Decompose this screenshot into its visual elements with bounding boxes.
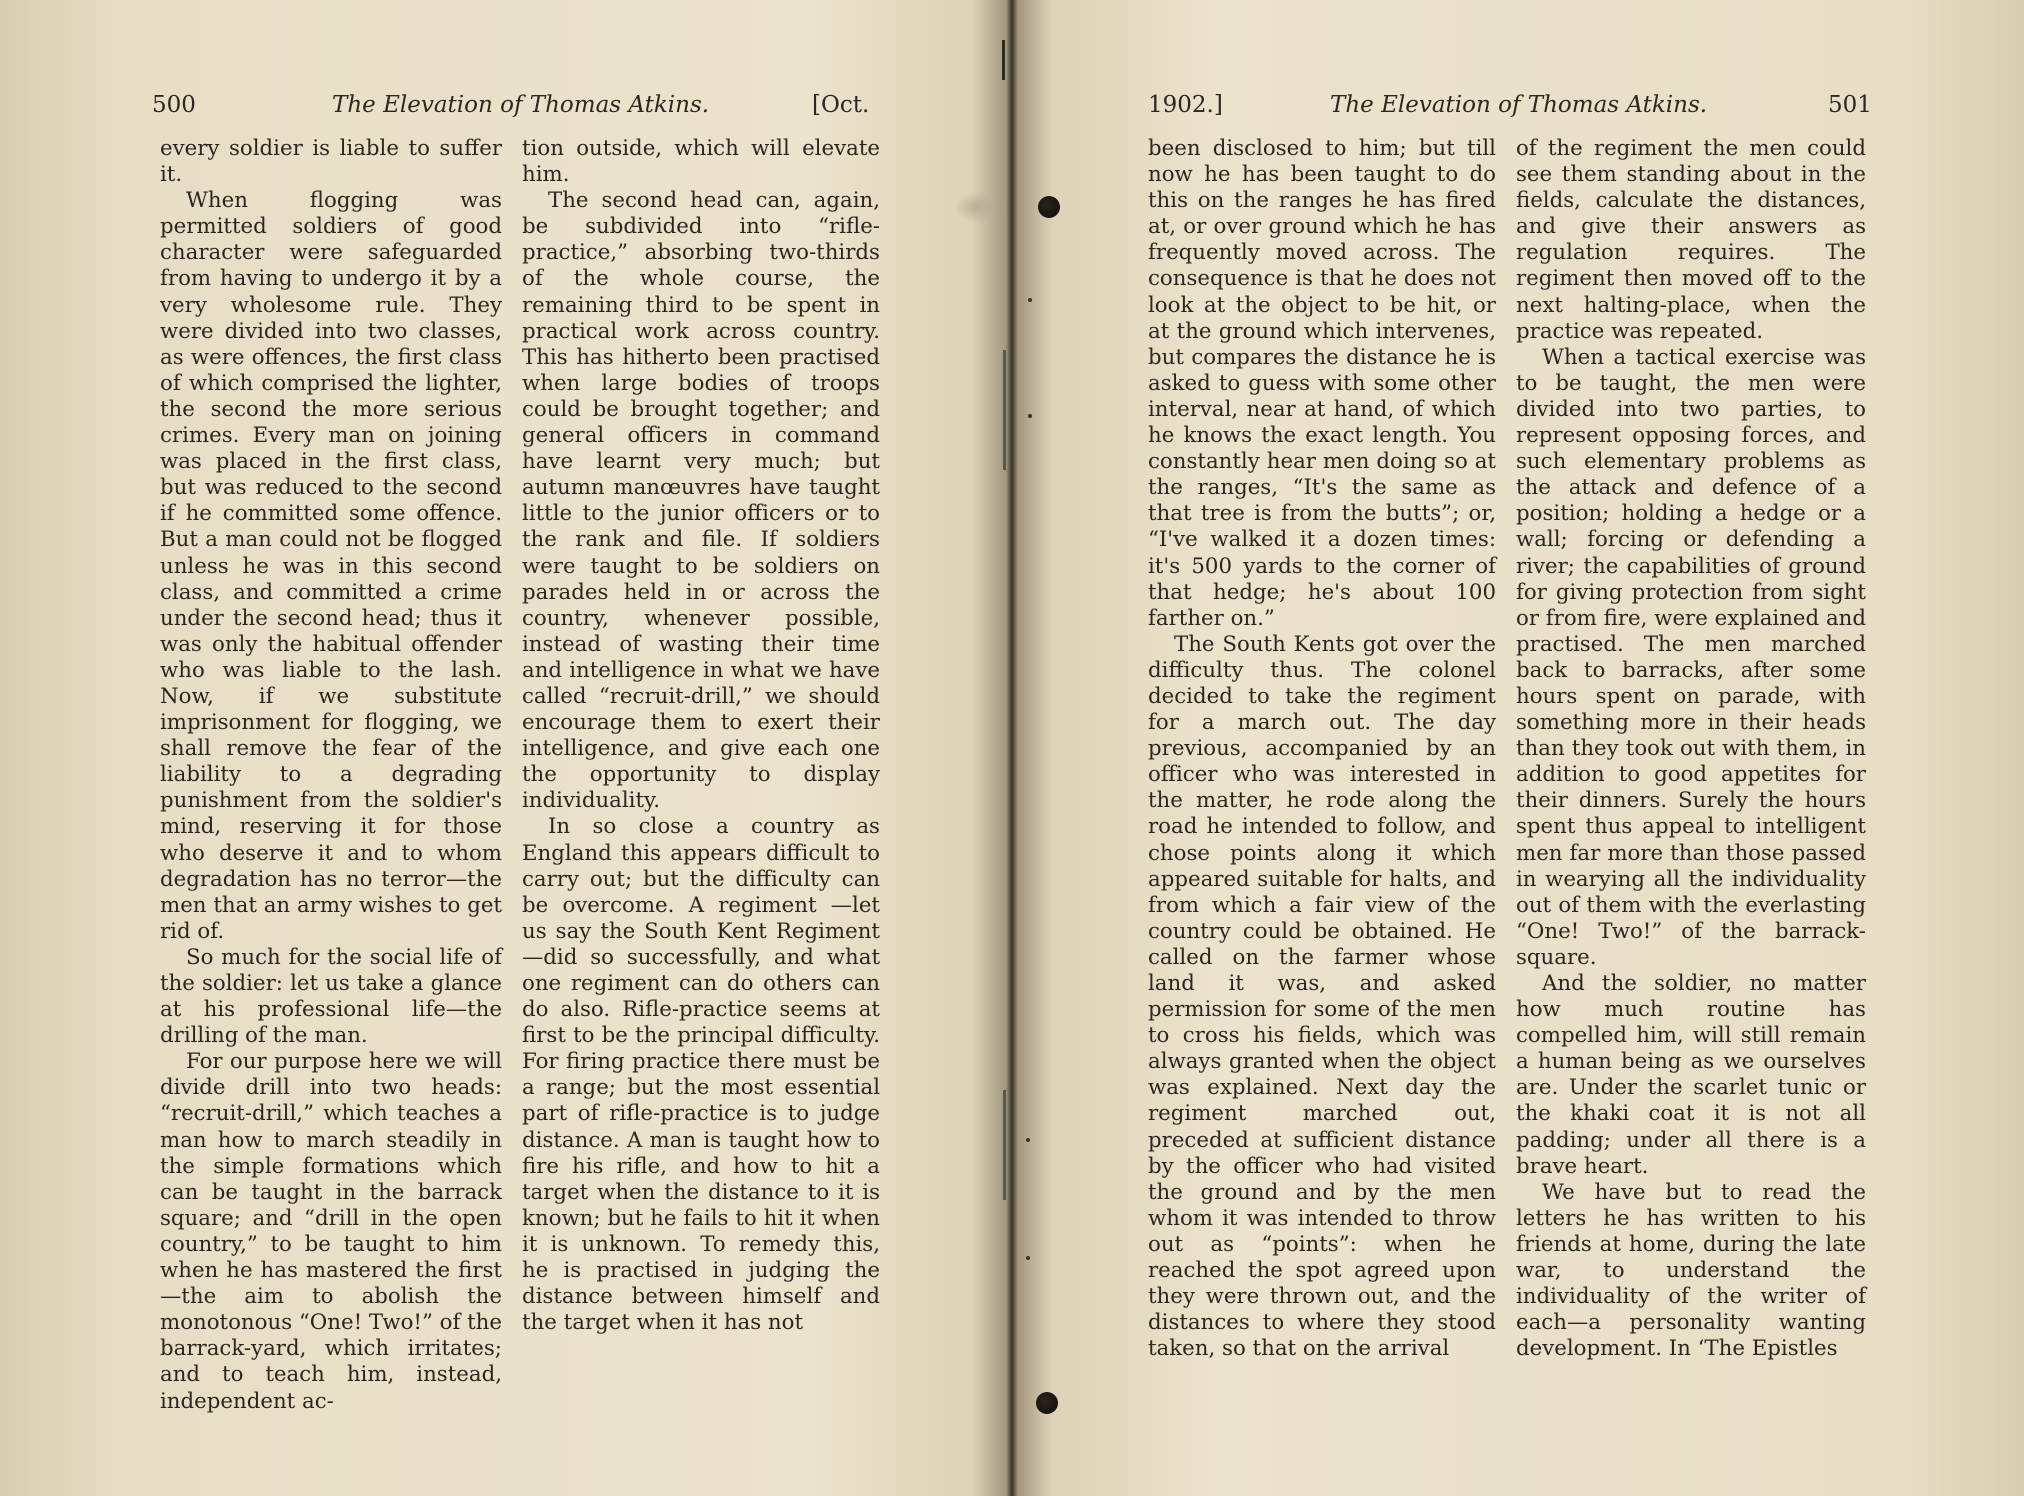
- binding-hole: [1038, 196, 1060, 218]
- right-page-column-2: [1516, 136, 1866, 1362]
- paragraph: When flogging was permitted soldiers of good character were safeguarded from having to undergo it by a very wholesome rule. They were divided into two classes, as were offences, the first class of which comprised the lighter, the second the more serious crimes. Every man on joining was placed in the first class, but was reduced to the second if he committed some offence. But a man could not be flogged unless he was in this second class, and committed a crime under the second head; thus it was only the habitual offender who was liable to the lash. Now, if we substitute imprisonment for flogging, we shall remove the fear of the liability to a degrading punishment from the soldier's mind, reserving it for those who deserve it and to whom degradation has no terror—the men that an army wishes to get rid of.: [160, 188, 502, 944]
- binding-thread: [1002, 40, 1005, 80]
- left-page-column-2: [522, 136, 880, 1336]
- paragraph: For our purpose here we will divide drill into two heads: “recruit-drill,” which teaches a man how to march steadily in the simple formations which can be taught in the barrack square; and “drill in the open country,” to be taught to him when he has mastered the first—the aim to abolish the monotonous “One! Two!” of the barrack-yard, which irritates; and to teach him, instead, independent ac-: [160, 1049, 502, 1414]
- left-page-header: [152, 92, 870, 128]
- left-page: [0, 0, 1000, 1496]
- left-page-column-1: [160, 136, 502, 1415]
- paragraph: The South Kents got over the difficulty thus. The colonel decided to take the regiment for a march out. The day previous, accompanied by an officer who was interested in the matter, he rode along the road he intended to follow, and chose points along it which appeared suitable for halts, and from which a fair view of the country could be obtained. He called on the farmer whose land it was, and asked permission for some of the men to cross his fields, which was always granted when the object was explained. Next day the regiment marched out, preceded at sufficient distance by the officer who had visited the ground and by the men whom it was intended to throw out as “points”: when he reached the spot agreed upon they were thrown out, and the distances to where they stood taken, so that on the arrival: [1148, 631, 1496, 1362]
- paragraph: been disclosed to him; but till now he has been taught to do this on the ranges he has fired at, or over ground which he has frequently moved across. The consequence is that he does not look at the object to be hit, or at the ground which intervenes, but compares the distance he is asked to guess with some other interval, near at hand, of which he knows the exact length. You constantly hear men doing so at the ranges, “It's the same as that tree is from the butts”; or, “I've walked it a dozen times: it's 500 yards to the corner of that hedge; he's about 100 farther on.”: [1148, 136, 1496, 631]
- binding-thread: [1003, 1090, 1006, 1200]
- paragraph: tion outside, which will elevate him.: [522, 136, 880, 188]
- right-page: [1000, 0, 2024, 1496]
- running-title: The Elevation of Thomas Atkins.: [332, 92, 710, 118]
- paragraph: The second head can, again, be subdivided into “rifle-practice,” absorbing two-thirds of the whole course, the remaining third to be spent in practical work across country. This has hitherto been practised when large bodies of troops could be brought together; and general officers in command have learnt very much; but autumn manœuvres have taught little to the junior officers or to the rank and file. If soldiers were taught to be soldiers on parades held in or across the country, whenever possible, instead of wasting their time and intelligence in what we have called “recruit-drill,” we should encourage them to exert their intelligence, and give each one the opportunity to display individuality.: [522, 188, 880, 814]
- paragraph: So much for the social life of the soldier: let us take a glance at his professional life—the drilling of the man.: [160, 944, 502, 1049]
- date-mark: [Oct.: [812, 92, 870, 118]
- paragraph: of the regiment the men could see them standing about in the fields, calculate the distances, and give their answers as regulation requires. The regiment then moved off to the next halting-place, when the practice was repeated.: [1516, 136, 1866, 344]
- paper-speck: [1026, 1256, 1030, 1260]
- right-page-column-1: [1148, 136, 1496, 1362]
- binding-hole: [1036, 1392, 1058, 1414]
- paper-speck: [1028, 298, 1032, 302]
- paper-speck: [1028, 414, 1032, 418]
- right-page-header: [1148, 92, 1872, 128]
- binding-thread: [1003, 350, 1006, 470]
- paragraph: In so close a country as England this appears difficult to carry out; but the difficulty can be overcome. A regiment —let us say the South Kent Regiment—did so successfully, and what one regiment can do others can do also. Rifle-practice seems at first to be the principal difficulty. For firing practice there must be a range; but the most essential part of rifle-practice is to judge distance. A man is taught how to fire his rifle, and how to hit a target when the distance to it is known; but he fails to hit it when it is unknown. To remedy this, he is practised in judging the distance between himself and the target when it has not: [522, 814, 880, 1336]
- paragraph: every soldier is liable to suffer it.: [160, 136, 502, 188]
- paragraph: We have but to read the letters he has written to his friends at home, during the late war, to understand the individuality of the writer of each—a personality wanting development. In ‘The Epistles: [1516, 1179, 1866, 1362]
- paper-stain: [955, 192, 1001, 222]
- paragraph: And the soldier, no matter how much routine has compelled him, will still remain a human being as we ourselves are. Under the scarlet tunic or the khaki coat it is not all padding; under all there is a brave heart.: [1516, 971, 1866, 1179]
- date-mark: 1902.]: [1148, 92, 1223, 118]
- paragraph: When a tactical exercise was to be taught, the men were divided into two parties, to represent opposing forces, and such elementary problems as the attack and defence of a position; holding a hedge or a wall; forcing or defending a river; the capabilities of ground for giving protection from sight or from fire, were explained and practised. The men marched back to barracks, after some hours spent on parade, with something more in their heads than they took out with them, in addition to good appetites for their dinners. Surely the hours spent thus appeal to intelligent men far more than those passed in wearying all the individuality out of them with the everlasting “One! Two!” of the barrack-square.: [1516, 344, 1866, 970]
- paper-speck: [1026, 1138, 1030, 1142]
- page-number: 501: [1828, 92, 1872, 118]
- page-number: 500: [152, 92, 196, 118]
- running-title: The Elevation of Thomas Atkins.: [1330, 92, 1708, 118]
